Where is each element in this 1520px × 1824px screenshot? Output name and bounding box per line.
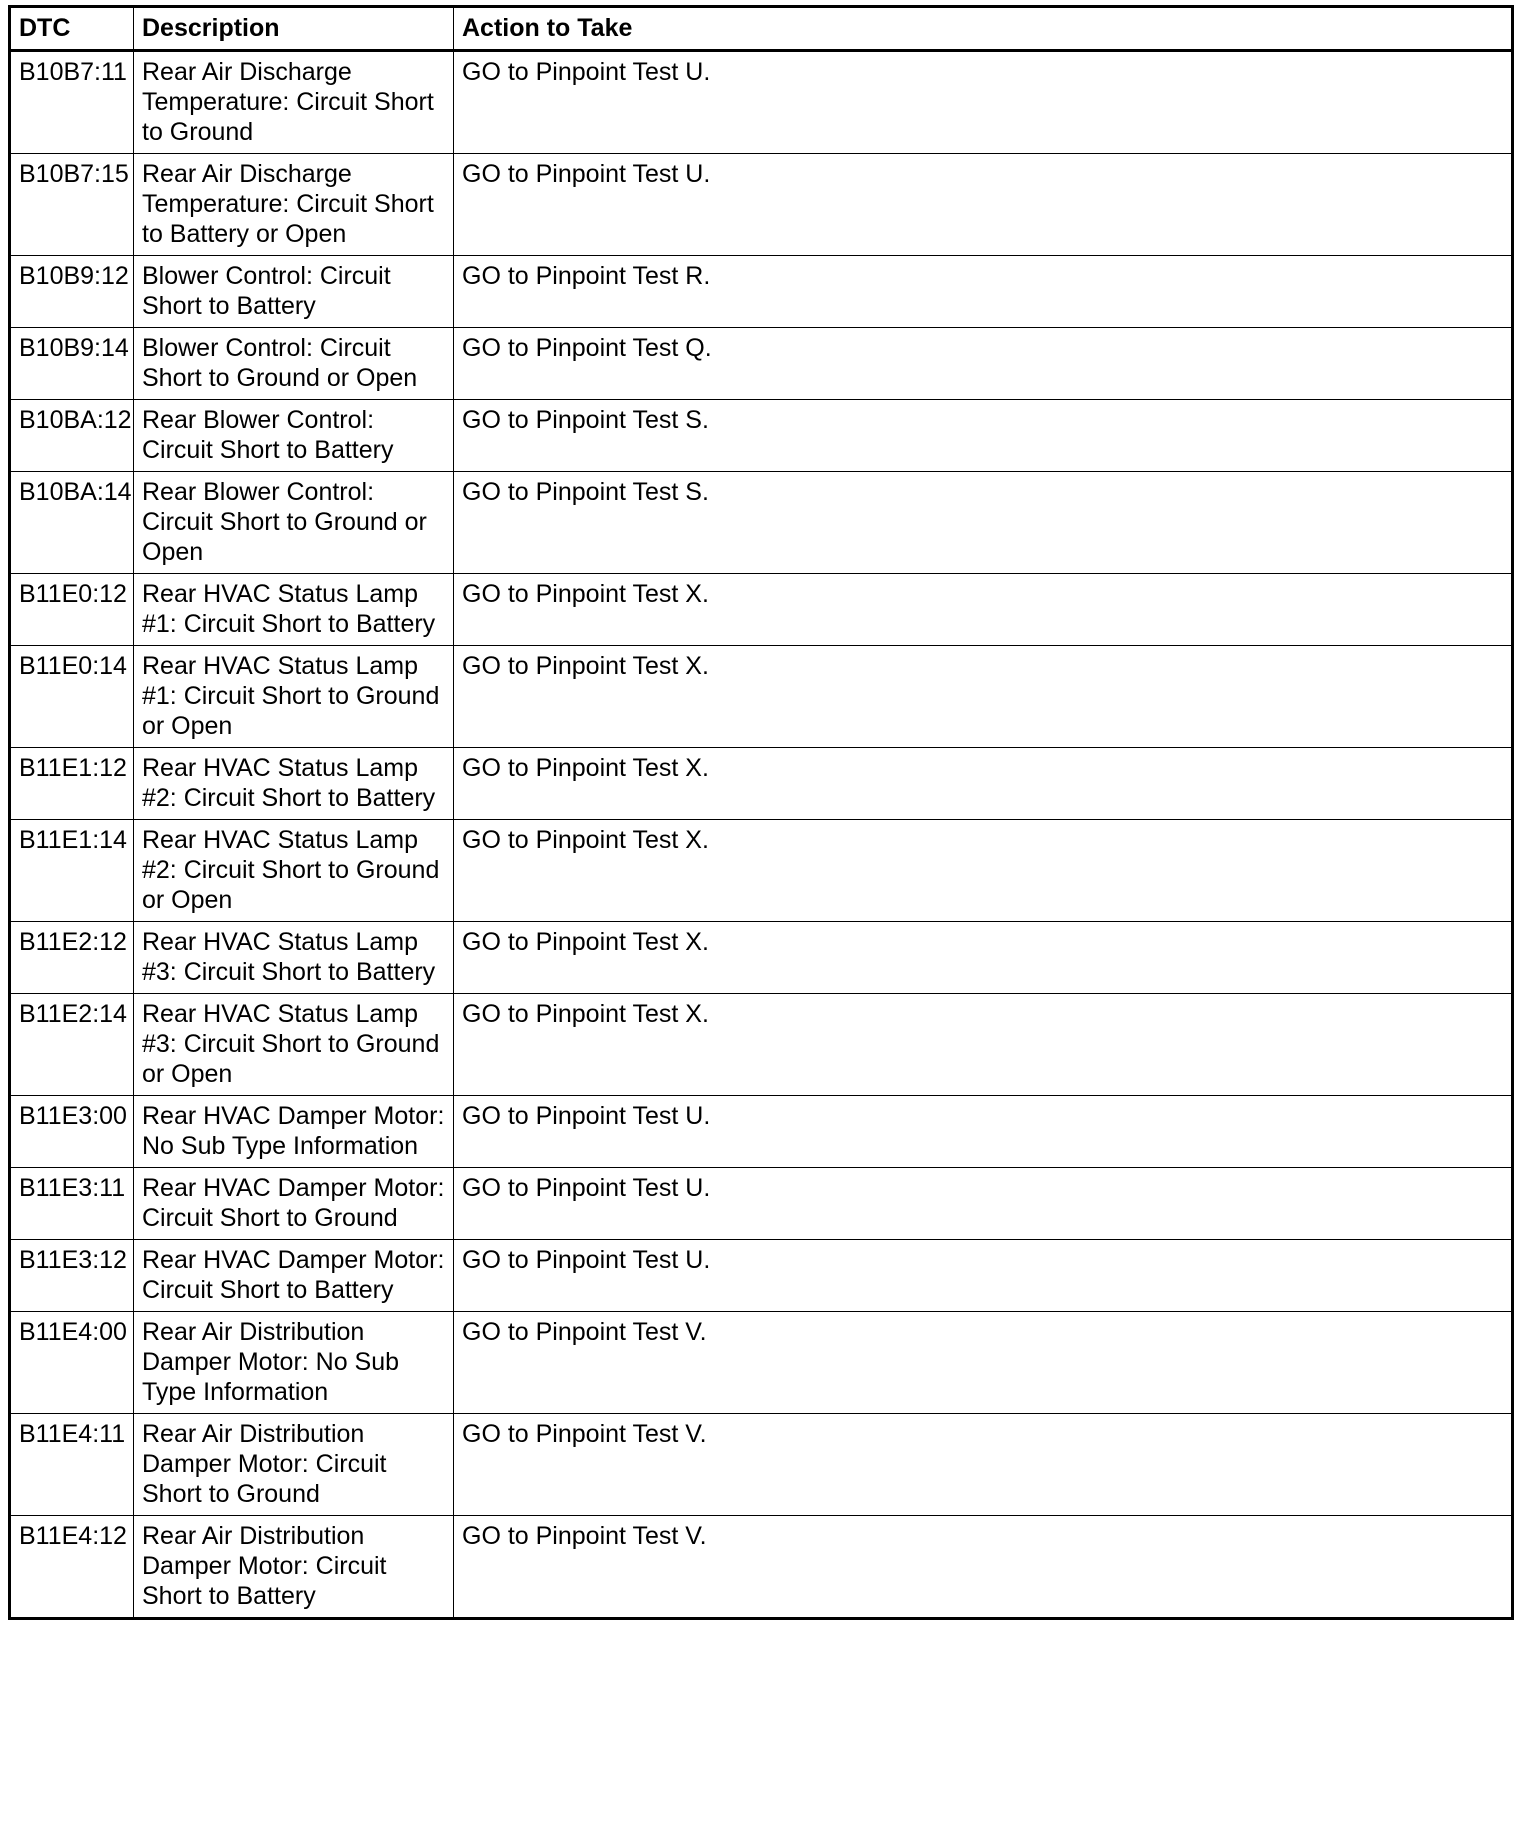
table-row bbox=[10, 400, 1513, 472]
dtc-code: B11E1:14 bbox=[10, 820, 134, 922]
dtc-code: B11E0:12 bbox=[10, 574, 134, 646]
table-row bbox=[10, 1096, 1513, 1168]
dtc-description: Rear Air Distribution Damper Motor: No Sub Type Information bbox=[134, 1312, 454, 1414]
header-action: Action to Take bbox=[454, 7, 1513, 51]
dtc-description: Blower Control: Circuit Short to Ground or Open bbox=[134, 328, 454, 400]
dtc-code: B11E1:12 bbox=[10, 748, 134, 820]
dtc-code: B10BA:14 bbox=[10, 472, 134, 574]
table-row bbox=[10, 1240, 1513, 1312]
dtc-description: Rear HVAC Status Lamp #1: Circuit Short to Ground or Open bbox=[134, 646, 454, 748]
dtc-action: GO to Pinpoint Test U. bbox=[454, 1240, 1513, 1312]
dtc-action: GO to Pinpoint Test U. bbox=[454, 154, 1513, 256]
dtc-description: Rear HVAC Damper Motor: No Sub Type Information bbox=[134, 1096, 454, 1168]
dtc-description: Rear Air Distribution Damper Motor: Circuit Short to Battery bbox=[134, 1516, 454, 1619]
dtc-code: B10B9:12 bbox=[10, 256, 134, 328]
dtc-action: GO to Pinpoint Test Q. bbox=[454, 328, 1513, 400]
table-row bbox=[10, 328, 1513, 400]
dtc-description: Rear Blower Control: Circuit Short to Ground or Open bbox=[134, 472, 454, 574]
table-row bbox=[10, 922, 1513, 994]
dtc-action: GO to Pinpoint Test R. bbox=[454, 256, 1513, 328]
dtc-code: B11E0:14 bbox=[10, 646, 134, 748]
dtc-code: B11E4:00 bbox=[10, 1312, 134, 1414]
dtc-description: Rear Air Distribution Damper Motor: Circuit Short to Ground bbox=[134, 1414, 454, 1516]
dtc-action: GO to Pinpoint Test X. bbox=[454, 820, 1513, 922]
dtc-description: Rear HVAC Status Lamp #1: Circuit Short to Battery bbox=[134, 574, 454, 646]
dtc-code: B11E3:12 bbox=[10, 1240, 134, 1312]
dtc-code: B11E4:12 bbox=[10, 1516, 134, 1619]
table-row bbox=[10, 994, 1513, 1096]
dtc-action: GO to Pinpoint Test X. bbox=[454, 748, 1513, 820]
dtc-action: GO to Pinpoint Test V. bbox=[454, 1414, 1513, 1516]
dtc-action: GO to Pinpoint Test X. bbox=[454, 994, 1513, 1096]
dtc-description: Rear HVAC Status Lamp #3: Circuit Short to Battery bbox=[134, 922, 454, 994]
table-row bbox=[10, 646, 1513, 748]
dtc-description: Rear HVAC Status Lamp #3: Circuit Short to Ground or Open bbox=[134, 994, 454, 1096]
dtc-description: Rear Air Discharge Temperature: Circuit Short to Battery or Open bbox=[134, 154, 454, 256]
table-row bbox=[10, 1312, 1513, 1414]
dtc-description: Rear HVAC Status Lamp #2: Circuit Short to Ground or Open bbox=[134, 820, 454, 922]
dtc-code: B11E2:12 bbox=[10, 922, 134, 994]
table-row bbox=[10, 51, 1513, 154]
table-row bbox=[10, 472, 1513, 574]
dtc-description: Rear HVAC Damper Motor: Circuit Short to Battery bbox=[134, 1240, 454, 1312]
dtc-description: Blower Control: Circuit Short to Battery bbox=[134, 256, 454, 328]
dtc-action: GO to Pinpoint Test X. bbox=[454, 922, 1513, 994]
table-row bbox=[10, 574, 1513, 646]
table-body bbox=[10, 51, 1513, 1619]
table-row bbox=[10, 256, 1513, 328]
table-row bbox=[10, 748, 1513, 820]
dtc-code: B11E3:00 bbox=[10, 1096, 134, 1168]
header-description: Description bbox=[134, 7, 454, 51]
dtc-code: B10B7:11 bbox=[10, 51, 134, 154]
dtc-code: B11E3:11 bbox=[10, 1168, 134, 1240]
table-row bbox=[10, 1168, 1513, 1240]
dtc-action: GO to Pinpoint Test X. bbox=[454, 646, 1513, 748]
dtc-action: GO to Pinpoint Test U. bbox=[454, 1168, 1513, 1240]
table-row bbox=[10, 1516, 1513, 1619]
dtc-code: B11E4:11 bbox=[10, 1414, 134, 1516]
dtc-action: GO to Pinpoint Test S. bbox=[454, 400, 1513, 472]
table-row bbox=[10, 1414, 1513, 1516]
dtc-code: B10B9:14 bbox=[10, 328, 134, 400]
dtc-code: B10B7:15 bbox=[10, 154, 134, 256]
dtc-table bbox=[8, 5, 1514, 1620]
dtc-action: GO to Pinpoint Test V. bbox=[454, 1312, 1513, 1414]
dtc-description: Rear HVAC Damper Motor: Circuit Short to Ground bbox=[134, 1168, 454, 1240]
dtc-action: GO to Pinpoint Test S. bbox=[454, 472, 1513, 574]
dtc-action: GO to Pinpoint Test V. bbox=[454, 1516, 1513, 1619]
dtc-action: GO to Pinpoint Test U. bbox=[454, 51, 1513, 154]
dtc-description: Rear Blower Control: Circuit Short to Battery bbox=[134, 400, 454, 472]
dtc-description: Rear HVAC Status Lamp #2: Circuit Short to Battery bbox=[134, 748, 454, 820]
dtc-description: Rear Air Discharge Temperature: Circuit Short to Ground bbox=[134, 51, 454, 154]
dtc-code: B11E2:14 bbox=[10, 994, 134, 1096]
dtc-code: B10BA:12 bbox=[10, 400, 134, 472]
table-header bbox=[10, 7, 1513, 51]
table-row bbox=[10, 820, 1513, 922]
dtc-action: GO to Pinpoint Test X. bbox=[454, 574, 1513, 646]
header-row bbox=[10, 7, 1513, 51]
dtc-action: GO to Pinpoint Test U. bbox=[454, 1096, 1513, 1168]
header-dtc: DTC bbox=[10, 7, 134, 51]
table-row bbox=[10, 154, 1513, 256]
